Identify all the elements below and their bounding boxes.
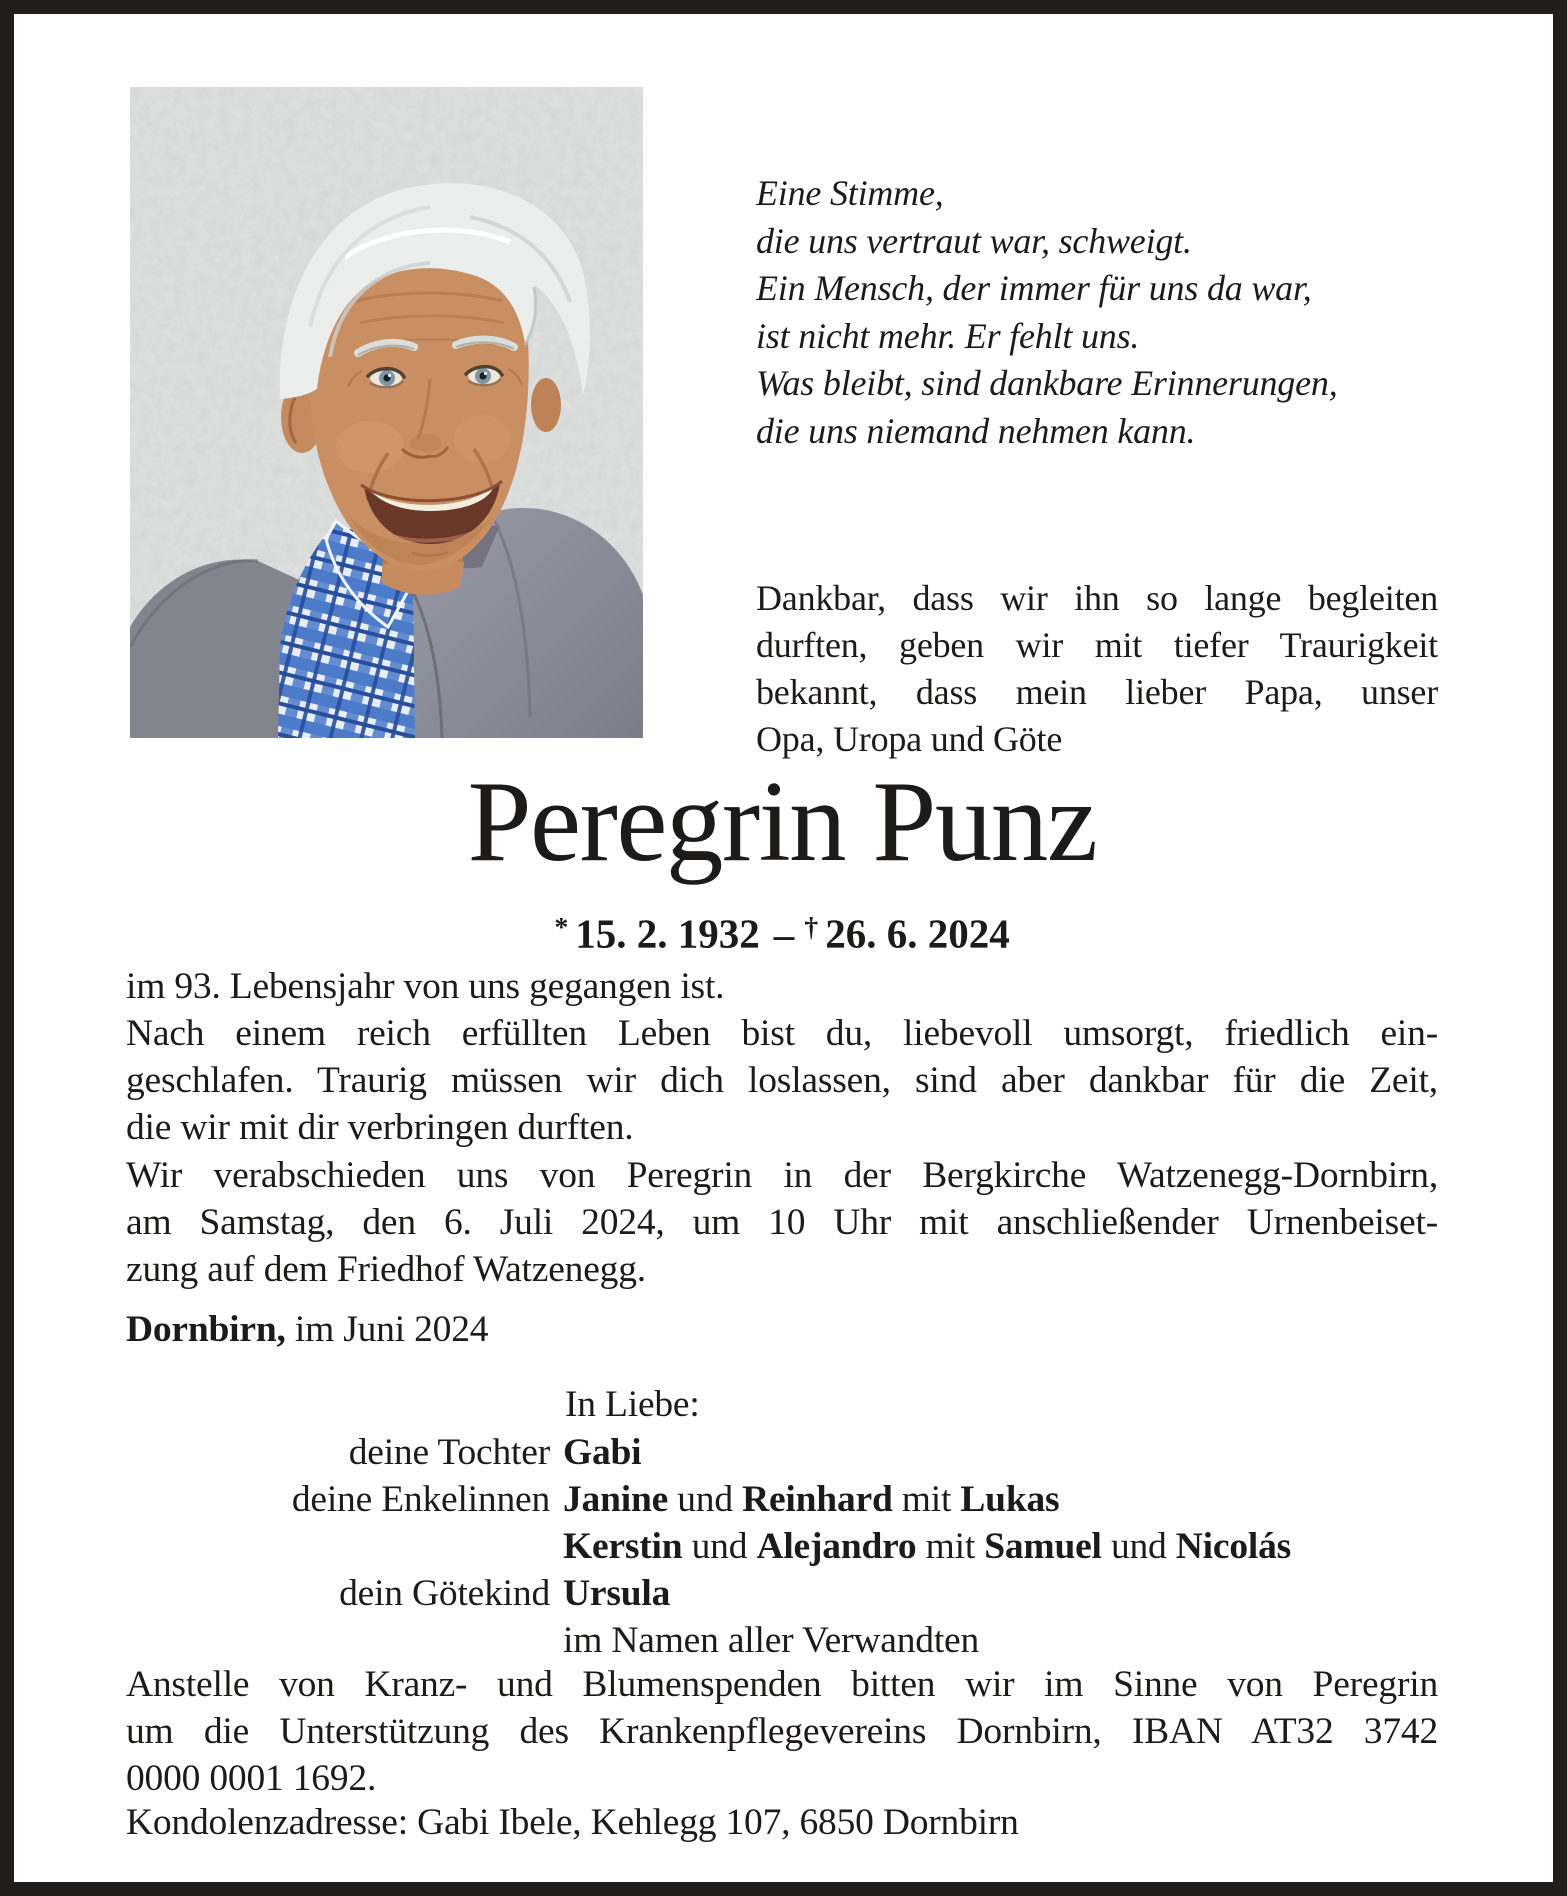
text-line: die wir mit dir verbringen durften. [126, 1107, 634, 1148]
text-line: geschlafen. Traurig müssen wir dich loslassen, sind aber dankbar für die Zeit, [126, 1060, 1438, 1101]
connector-text: und [668, 1479, 743, 1520]
connector-text: im Namen aller Verwandten [563, 1620, 980, 1661]
family-row [126, 1617, 1438, 1664]
life-dates [126, 900, 1438, 962]
family-name: Samuel [984, 1526, 1102, 1567]
family-name: Gabi [563, 1432, 642, 1473]
family-name: Nicolás [1175, 1526, 1292, 1567]
family-names [550, 1523, 1291, 1570]
connector-text: mit [916, 1526, 985, 1567]
text-line: bekannt, dass mein lieber Papa, unser [756, 672, 1438, 712]
text-line: die uns niemand nehmen kann. [756, 410, 1196, 451]
donation-paragraph [126, 1661, 1438, 1802]
family-name: Alejandro [756, 1526, 917, 1567]
family-relation-label [126, 1523, 550, 1570]
family-row [126, 1429, 1438, 1476]
text-line: Eine Stimme, [756, 173, 944, 213]
memorial-poem [756, 170, 1446, 455]
portrait-photo [130, 87, 643, 738]
death-date: 26. 6. 2024 [825, 910, 1010, 957]
family-names [550, 1617, 979, 1664]
text-line: Anstelle von Kranz- und Blumenspenden bitten wir im Sinne von Peregrin [126, 1664, 1438, 1705]
family-relation-label: dein Götekind [339, 1573, 550, 1614]
text-line: ist nicht mehr. Er fehlt uns. [756, 315, 1140, 356]
family-name: Janine [563, 1479, 669, 1520]
deceased-name: Peregrin Punz [467, 758, 1097, 885]
birth-date: 15. 2. 1932 [575, 910, 760, 957]
family-names [550, 1570, 670, 1617]
dateline-date: im Juni 2024 [285, 1309, 489, 1350]
condolence-address: Kondolenzadresse: Gabi Ibele, Kehlegg 107, 6850 Dornbirn [126, 1802, 1019, 1843]
obituary-paragraph-1 [126, 963, 1438, 1151]
family-names [550, 1476, 1059, 1523]
family-row [126, 1476, 1438, 1523]
family-names [550, 1429, 641, 1476]
text-line: Dankbar, dass wir ihn so lange begleiten [756, 578, 1438, 618]
intro-line: im 93. Lebensjahr von uns gegangen ist. [126, 966, 725, 1007]
text-line: um die Unterstützung des Krankenpflegevereins Dornbirn, IBAN AT32 3742 [126, 1711, 1438, 1752]
connector-text: mit [892, 1479, 961, 1520]
connector-text: und [1101, 1526, 1176, 1567]
text-line: Wir verabschieden uns von Peregrin in der Bergkirche Watzenegg-Dornbirn, [126, 1155, 1438, 1196]
text-line: Nach einem reich erfüllten Leben bist du, liebevoll umsorgt, friedlich ein- [126, 1013, 1438, 1054]
text-line: 0000 0001 1692. [126, 1758, 377, 1799]
announcement-text [756, 575, 1438, 763]
family-relation-label [126, 1617, 550, 1664]
family-name: Lukas [960, 1479, 1060, 1520]
dateline-place: Dornbirn, [126, 1309, 286, 1350]
text-line: Opa, Uropa und Göte [756, 719, 1063, 759]
family-row [126, 1523, 1438, 1570]
family-relation-label: deine Tochter [348, 1432, 550, 1473]
portrait-photo-graphic [130, 87, 643, 738]
family-relation-label: deine Enkelinnen [291, 1479, 550, 1520]
text-line: am Samstag, den 6. Juli 2024, um 10 Uhr mit anschließender Urnenbeiset- [126, 1202, 1438, 1243]
text-line: die uns vertraut war, schweigt. [756, 220, 1192, 261]
family-name: Kerstin [563, 1526, 683, 1567]
connector-text: und [682, 1526, 757, 1567]
family-row [126, 1570, 1438, 1617]
family-name: Reinhard [742, 1479, 893, 1520]
text-line: Ein Mensch, der immer für uns da war, [756, 268, 1312, 308]
text-line: zung auf dem Friedhof Watzenegg. [126, 1249, 646, 1290]
date-separator: – [773, 910, 795, 957]
text-line: Was bleibt, sind dankbare Erinnerungen, [756, 363, 1338, 403]
paragraph-1-lines [126, 1010, 1438, 1151]
obituary-paragraph-2 [126, 1152, 1438, 1293]
closing-heading: In Liebe: [565, 1384, 700, 1425]
family-list [126, 1429, 1438, 1664]
death-cross-symbol: † [804, 912, 819, 943]
dateline [126, 1306, 1438, 1353]
family-name: Ursula [563, 1573, 671, 1614]
birth-star-symbol: * [554, 912, 569, 943]
text-line: durften, geben wir mit tiefer Traurigkeit [756, 625, 1438, 665]
